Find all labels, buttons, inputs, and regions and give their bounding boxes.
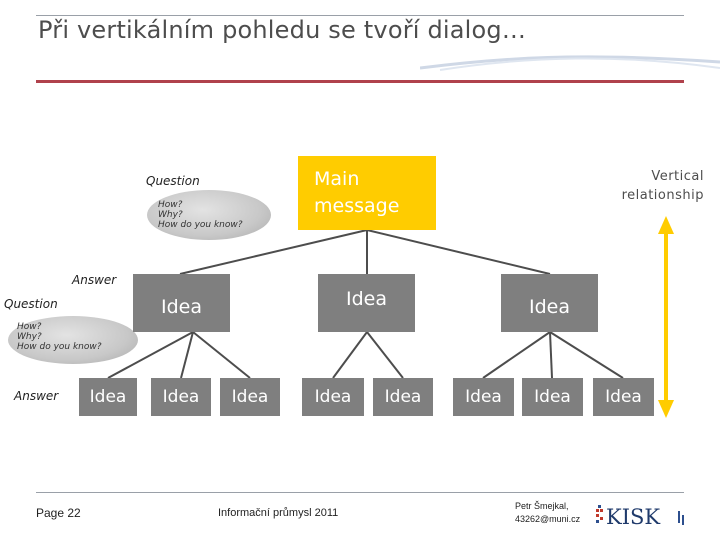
author-email: 43262@muni.cz — [515, 514, 581, 524]
idea-box-level3: Idea — [593, 378, 654, 416]
idea-box-level3: Idea — [151, 378, 211, 416]
bubble-text-top: How? Why? How do you know? — [158, 200, 243, 230]
page-number: Page 22 — [36, 506, 81, 520]
idea-box-level3: Idea — [453, 378, 514, 416]
answer-label-left: Answer — [14, 389, 59, 403]
svg-text:KISK: KISK — [606, 505, 661, 527]
idea-box-level3: Idea — [79, 378, 137, 416]
idea-box-level3: Idea — [220, 378, 280, 416]
kisk-logo — [596, 503, 688, 527]
question-label-top: Question — [146, 174, 200, 188]
idea-box-level3: Idea — [522, 378, 583, 416]
bubble-text-left: How? Why? How do you know? — [17, 322, 102, 352]
vertical-arrow — [658, 216, 674, 418]
idea-box-level3: Idea — [302, 378, 364, 416]
bottom-rule — [36, 492, 684, 493]
idea-box-level2: Idea — [318, 274, 415, 332]
author-name: Petr Šmejkal, — [515, 501, 569, 511]
vertical-relationship-label: Vertical relationship — [621, 169, 704, 203]
main-message-box: Main message — [298, 156, 436, 230]
answer-label-top: Answer — [72, 273, 117, 287]
idea-box-level3: Idea — [373, 378, 433, 416]
question-label-left: Question — [4, 297, 58, 311]
slide-title: Při vertikálním pohledu se tvoří dialog… — [38, 16, 527, 44]
idea-box-level2: Idea — [501, 274, 598, 332]
idea-box-level2: Idea — [133, 274, 230, 332]
footer-center-text: Informační průmysl 2011 — [218, 507, 339, 519]
